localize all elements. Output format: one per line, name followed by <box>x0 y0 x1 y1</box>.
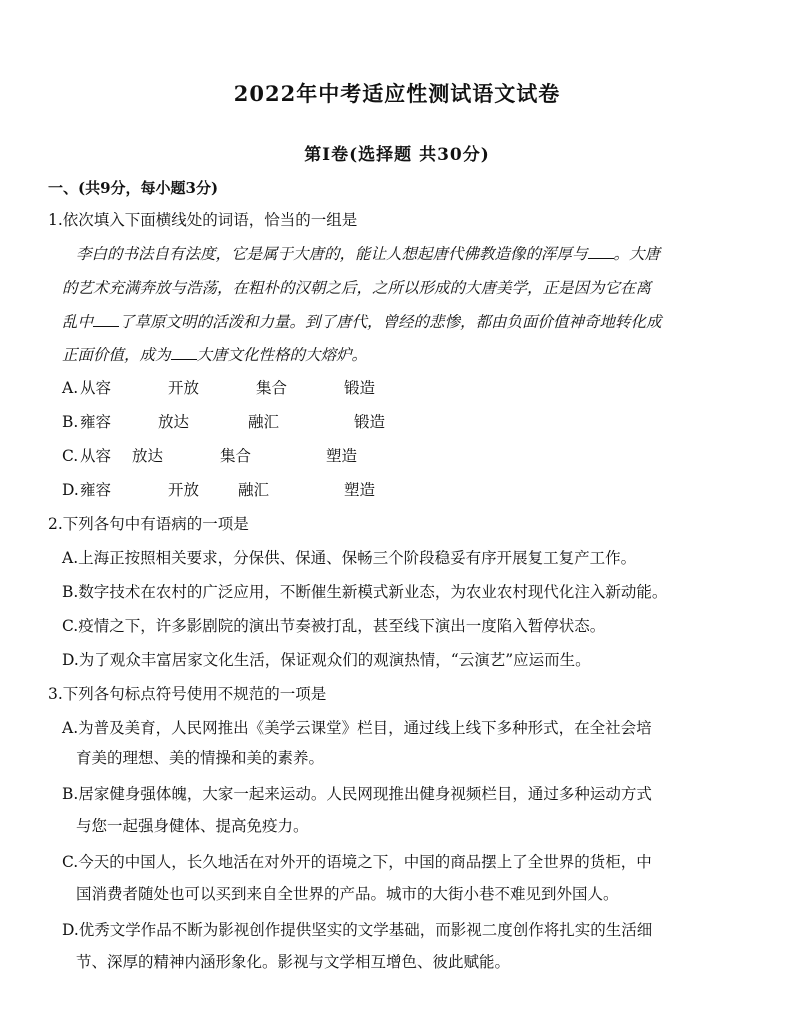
option-c-continued: 国消费者随处也可以买到来自全世界的产品。城市的大街小巷不难见到外国人。 <box>76 885 619 903</box>
option-letter: D. <box>62 481 79 499</box>
option-letter: C. <box>62 447 79 465</box>
option-word: 锻造 <box>354 413 386 431</box>
option-d <box>62 480 462 500</box>
passage-text: 。大唐 <box>613 245 661 263</box>
passage-line-1 <box>76 244 660 264</box>
option-word: 雍容 <box>80 413 112 431</box>
fill-blank <box>93 312 119 327</box>
option-a <box>62 378 462 398</box>
option-a-continued: 育美的理想、美的情操和美的素养。 <box>76 749 325 767</box>
option-word: 放达 <box>158 413 190 431</box>
option-word: 从容 <box>80 447 112 465</box>
option-word: 塑造 <box>344 481 376 499</box>
passage-text: 正面价值，成为 <box>62 346 171 364</box>
question-1-stem: 1.依次填入下面横线处的词语，恰当的一组是 <box>48 211 358 229</box>
exam-title: 2022年中考适应性测试语文试卷 <box>233 81 561 106</box>
option-word: 开放 <box>168 481 200 499</box>
passage-text: 了草原文明的活泼和力量。到了唐代，曾经的悲惨，都由负面价值神奇地转化成 <box>119 313 662 331</box>
option-word: 融汇 <box>248 413 280 431</box>
passage-text: 大唐文化性格的大熔炉。 <box>196 346 368 364</box>
option-word: 塑造 <box>326 447 358 465</box>
option-word: 雍容 <box>80 481 112 499</box>
option-a: A.上海正按照相关要求，分保供、保通、保畅三个阶段稳妥有序开展复工复产工作。 <box>62 549 637 567</box>
option-word: 集合 <box>220 447 252 465</box>
part-heading: 第Ⅰ卷(选择题 共30分) <box>304 145 490 165</box>
option-b: B.数字技术在农村的广泛应用，不断催生新模式新业态，为农业农村现代化注入新动能。 <box>62 583 668 601</box>
option-d: D.优秀文学作品不断为影视创作提供坚实的文学基础，而影视二度创作将扎实的生活细 <box>62 921 653 939</box>
option-c: C.今天的中国人，长久地活在对外开的语境之下，中国的商品摆上了全世界的货柜，中 <box>62 853 652 871</box>
option-b <box>62 412 462 432</box>
option-word: 集合 <box>256 379 288 397</box>
passage-text: 李白的书法自有法度，它是属于大唐的，能让人想起唐代佛教造像的浑厚与 <box>76 245 588 263</box>
option-word: 融汇 <box>238 481 270 499</box>
fill-blank <box>171 345 197 360</box>
option-c <box>62 446 462 466</box>
option-b: B.居家健身强体魄，大家一起来运动。人民网现推出健身视频栏目，通过多种运动方式 <box>62 785 652 803</box>
passage-line-2: 的艺术充满奔放与浩荡，在粗朴的汉朝之后，之所以形成的大唐美学，正是因为它在离 <box>62 279 652 297</box>
section-heading: 一、(共9分，每小题3分) <box>48 179 219 197</box>
option-d: D.为了观众丰富居家文化生活，保证观众们的观演热情，“云演艺”应运而生。 <box>62 651 591 669</box>
option-c: C.疫情之下，许多影剧院的演出节奏被打乱，甚至线下演出一度陷入暂停状态。 <box>62 617 606 635</box>
option-letter: A. <box>62 379 79 397</box>
fill-blank <box>588 244 614 259</box>
passage-line-4 <box>62 345 367 365</box>
option-word: 开放 <box>168 379 200 397</box>
option-letter: B. <box>62 413 79 431</box>
question-2-stem: 2.下列各句中有语病的一项是 <box>48 515 249 533</box>
option-word: 锻造 <box>344 379 376 397</box>
option-word: 放达 <box>132 447 164 465</box>
option-d-continued: 节、深厚的精神内涵形象化。影视与文学相互增色、彼此赋能。 <box>76 953 511 971</box>
option-word: 从容 <box>80 379 112 397</box>
option-b-continued: 与您一起强身健体、提高免疫力。 <box>76 817 309 835</box>
passage-text: 乱中 <box>62 313 94 331</box>
question-3-stem: 3.下列各句标点符号使用不规范的一项是 <box>48 685 327 703</box>
passage-line-3 <box>62 312 662 332</box>
option-a: A.为普及美育，人民网推出《美学云课堂》栏目，通过线上线下多种形式，在全社会培 <box>62 719 652 737</box>
